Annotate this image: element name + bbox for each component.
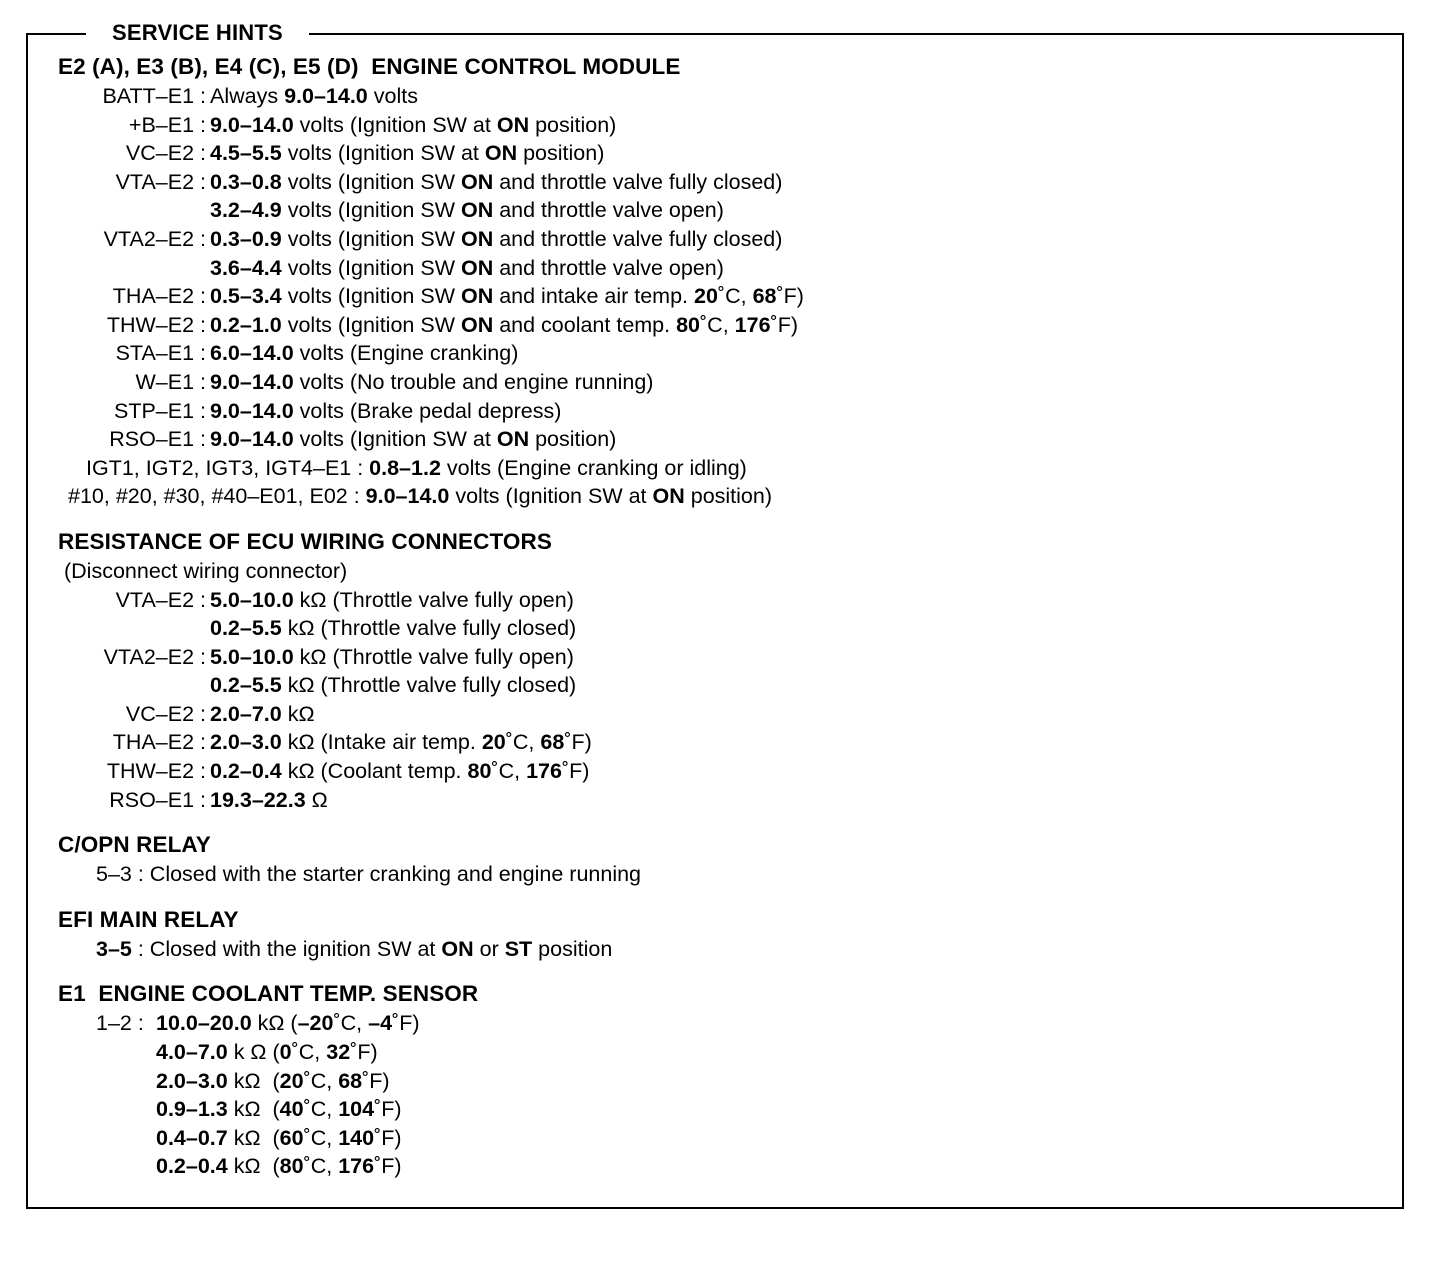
ecm-row [58, 425, 1378, 454]
resistance-label: VTA–E2 : [115, 587, 206, 612]
ecm-value: 9.0–14.0 volts (Brake pedal depress) [210, 398, 562, 423]
ecm-label: THA–E2 : [112, 284, 206, 309]
ecm-value: 0.2–1.0 volts (Ignition SW ON and coolant temp. 80˚C, 176˚F) [210, 312, 798, 337]
coolant-sensor-value: 0.9–1.3 kΩ (40˚C, 104˚F) [156, 1097, 402, 1122]
resistance-row [58, 786, 1378, 815]
coolant-sensor-value: 0.4–0.7 kΩ (60˚C, 140˚F) [156, 1125, 402, 1150]
coolant-sensor-terminal-label: 1–2 : [96, 1011, 144, 1036]
resistance-row [58, 700, 1378, 729]
copn-relay-heading: C/OPN RELAY [58, 832, 211, 858]
resistance-value: 5.0–10.0 kΩ (Throttle valve fully open) [210, 587, 574, 612]
resistance-heading: RESISTANCE OF ECU WIRING CONNECTORS [58, 528, 552, 554]
resistance-row [58, 614, 1378, 643]
coolant-sensor-row [58, 1095, 1378, 1124]
resistance-row [58, 757, 1378, 786]
coolant-sensor-value: 2.0–3.0 kΩ (20˚C, 68˚F) [156, 1068, 390, 1093]
ecm-label: THW–E2 : [106, 312, 206, 337]
resistance-value: 19.3–22.3 Ω [210, 787, 328, 812]
ecm-label: +B–E1 : [128, 112, 206, 137]
ecm-label: W–E1 : [135, 369, 206, 394]
ecm-row [58, 397, 1378, 426]
ecm-value: 0.5–3.4 volts (Ignition SW ON and intake air temp. 20˚C, 68˚F) [210, 284, 804, 309]
ecm-value: 3.2–4.9 volts (Ignition SW ON and throttle valve open) [210, 198, 724, 223]
ecm-value: 0.3–0.9 volts (Ignition SW ON and throttle valve fully closed) [210, 226, 783, 251]
ecm-row [58, 196, 1378, 225]
coolant-sensor-value: 10.0–20.0 kΩ (–20˚C, –4˚F) [156, 1011, 420, 1036]
ecm-value: Always 9.0–14.0 volts [210, 84, 418, 108]
resistance-label: VTA2–E2 : [103, 644, 206, 669]
ecm-row [58, 454, 1378, 483]
resistance-row [58, 728, 1378, 757]
efi-relay-row [58, 935, 1378, 964]
coolant-sensor-value: 4.0–7.0 k Ω (0˚C, 32˚F) [156, 1040, 378, 1065]
resistance-note-row [58, 557, 1378, 586]
resistance-label: RSO–E1 : [109, 787, 206, 812]
resistance-value: 0.2–5.5 kΩ (Throttle valve fully closed) [210, 616, 577, 641]
ecm-row [58, 111, 1378, 140]
coolant-sensor-row [58, 1124, 1378, 1153]
coolant-sensor-heading: E1 ENGINE COOLANT TEMP. SENSOR [58, 981, 479, 1007]
coolant-sensor-row [58, 1009, 1378, 1038]
service-hints-content [58, 52, 1378, 1181]
ecm-value: 0.3–0.8 volts (Ignition SW ON and throttle valve fully closed) [210, 169, 783, 194]
coolant-sensor-row [58, 1038, 1378, 1067]
ecm-injector-line: #10, #20, #30, #40–E01, E02 : 9.0–14.0 volts (Ignition SW at ON position) [68, 484, 773, 509]
ecm-row [58, 254, 1378, 283]
resistance-row [58, 586, 1378, 615]
ecm-row [58, 482, 1378, 511]
ecm-value: 6.0–14.0 volts (Engine cranking) [210, 341, 519, 366]
resistance-label: THW–E2 : [106, 759, 206, 784]
resistance-note: (Disconnect wiring connector) [64, 558, 348, 583]
resistance-label: VC–E2 : [125, 701, 206, 726]
ecm-value: 4.5–5.5 volts (Ignition SW at ON position) [210, 141, 605, 166]
ecm-igt-line: IGT1, IGT2, IGT3, IGT4–E1 : 0.8–1.2 volts (Engine cranking or idling) [86, 455, 747, 480]
resistance-values [58, 586, 1378, 815]
resistance-value: 5.0–10.0 kΩ (Throttle valve fully open) [210, 644, 574, 669]
copn-relay-line: 5–3 : Closed with the starter cranking and engine running [96, 862, 642, 887]
ecm-row [58, 168, 1378, 197]
resistance-value: 2.0–7.0 kΩ [210, 701, 315, 726]
resistance-value: 0.2–0.4 kΩ (Coolant temp. 80˚C, 176˚F) [210, 759, 590, 784]
ecm-row [58, 139, 1378, 168]
ecm-value: 9.0–14.0 volts (Ignition SW at ON position) [210, 427, 617, 452]
ecm-value: 9.0–14.0 volts (No trouble and engine running) [210, 369, 654, 394]
ecm-row [58, 339, 1378, 368]
coolant-sensor-row [58, 1067, 1378, 1096]
resistance-label: THA–E2 : [112, 730, 206, 755]
ecm-label: BATT–E1 : [102, 84, 206, 108]
page-title: SERVICE HINTS [86, 16, 309, 50]
resistance-value: 2.0–3.0 kΩ (Intake air temp. 20˚C, 68˚F) [210, 730, 592, 755]
ecm-label: VTA2–E2 : [103, 226, 206, 251]
efi-relay-heading: EFI MAIN RELAY [58, 906, 239, 932]
copn-relay-row [58, 860, 1378, 889]
ecm-row [58, 282, 1378, 311]
ecm-label: STP–E1 : [113, 398, 206, 423]
ecm-values [58, 82, 1378, 454]
ecm-label: STA–E1 : [115, 341, 206, 366]
ecm-row [58, 311, 1378, 340]
ecm-value: 3.6–4.4 volts (Ignition SW ON and throttle valve open) [210, 255, 724, 280]
ecm-heading: E2 (A), E3 (B), E4 (C), E5 (D) ENGINE CONTROL MODULE [58, 54, 681, 79]
resistance-value: 0.2–5.5 kΩ (Throttle valve fully closed) [210, 673, 577, 698]
resistance-row [58, 671, 1378, 700]
coolant-sensor-values [58, 1009, 1378, 1181]
ecm-row [58, 82, 1378, 111]
ecm-value: 9.0–14.0 volts (Ignition SW at ON position) [210, 112, 617, 137]
resistance-row [58, 643, 1378, 672]
ecm-label: VC–E2 : [125, 141, 206, 166]
efi-relay-line: 3–5 : Closed with the ignition SW at ON or ST position [96, 936, 613, 961]
ecm-row [58, 225, 1378, 254]
coolant-sensor-value: 0.2–0.4 kΩ (80˚C, 176˚F) [156, 1154, 402, 1179]
ecm-label: VTA–E2 : [115, 169, 206, 194]
ecm-label: RSO–E1 : [109, 427, 206, 452]
coolant-sensor-row [58, 1152, 1378, 1181]
ecm-row [58, 368, 1378, 397]
